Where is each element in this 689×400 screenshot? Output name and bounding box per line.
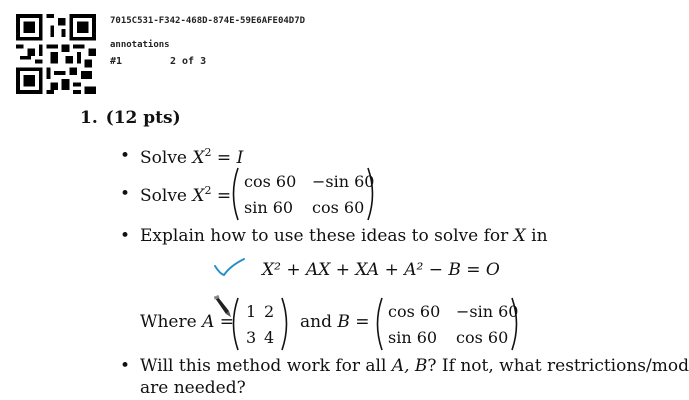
main-equation: X² + AX + XA + A² − B = O <box>262 260 500 280</box>
page-indicator: 2 of 3 <box>170 56 207 67</box>
checkmark-icon <box>212 256 246 278</box>
matrix-cell: sin 60 <box>244 198 294 217</box>
bullet-text: Solve $X^2$ = <box>140 184 232 206</box>
matrix-cell: cos 60 <box>312 198 365 217</box>
bullet-text: Will this method work for all A, B? If not, what restrictions/mod <box>140 356 689 376</box>
matrix-cell: sin 60 <box>388 328 438 347</box>
question-number: 1. <box>80 108 98 128</box>
where-definition <box>140 296 540 356</box>
bullet-text: Explain how to use these ideas to solve for X in <box>140 226 548 246</box>
bullet-text: Solve $X^2 = I$ <box>140 146 244 168</box>
annotation-number <box>110 56 207 67</box>
matrix-cell: 3 <box>246 328 257 347</box>
bullet-dot: • <box>120 226 131 246</box>
and-label: and B = <box>300 312 370 332</box>
question-points: (12 pts) <box>105 108 181 128</box>
matrix-cell: 2 <box>264 302 275 321</box>
matrix-cell: cos 60 <box>456 328 509 347</box>
matrix-cell: cos 60 <box>388 302 441 321</box>
matrix-cell: −sin 60 <box>312 172 375 191</box>
bullet-text-continued: are needed? <box>140 378 246 398</box>
question-heading <box>80 108 181 128</box>
document-id: 7015C531-F342-468D-874E-59E6AFE04D7D <box>110 16 306 26</box>
matrix-b <box>372 296 522 352</box>
matrix-cell: 4 <box>264 328 275 347</box>
qr-code <box>16 14 96 94</box>
rotation-matrix <box>228 166 378 222</box>
matrix-cell: cos 60 <box>244 172 297 191</box>
where-label: Where A = <box>140 312 235 332</box>
annotation-index: #1 <box>110 56 123 67</box>
annotations-label: annotations <box>110 40 170 50</box>
bullet-dot: • <box>120 356 131 376</box>
matrix-cell: −sin 60 <box>456 302 519 321</box>
matrix-a <box>228 296 292 352</box>
matrix-cell: 1 <box>246 302 257 321</box>
bullet-dot: • <box>120 184 131 204</box>
bullet-dot: • <box>120 146 131 166</box>
